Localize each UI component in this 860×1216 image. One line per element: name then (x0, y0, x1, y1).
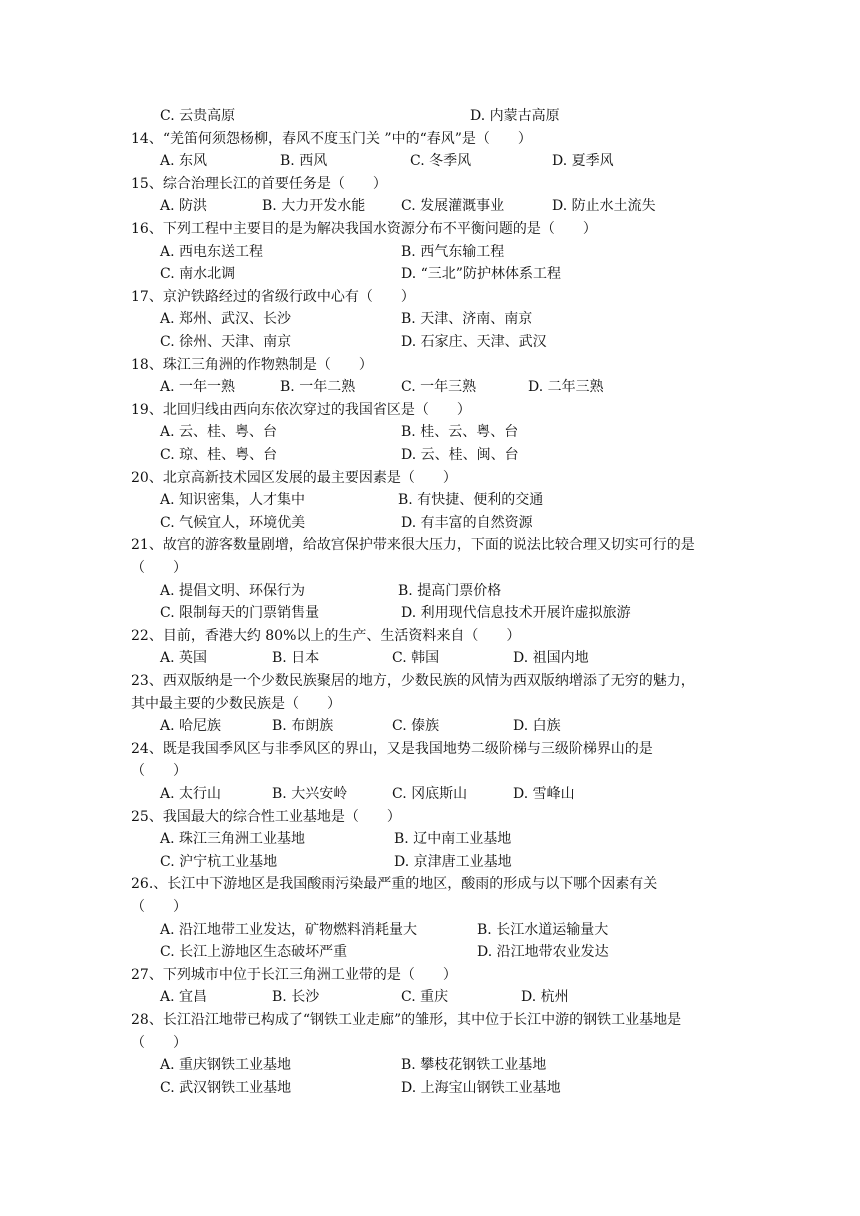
answer-option: D. 白族 (513, 718, 561, 735)
answer-option: B. 有快捷、便利的交通 (398, 492, 544, 509)
question-text: 20、北京高新技术园区发展的最主要因素是（ ） (131, 469, 457, 486)
answer-option: C. 琼、桂、粤、台 (160, 447, 278, 463)
question-line (0, 173, 860, 195)
answer-option: B. 一年二熟 (280, 379, 356, 396)
question-line (0, 128, 860, 150)
answer-option: A. 英国 (160, 650, 208, 667)
answer-option: C. 冬季风 (410, 153, 472, 170)
continuation-text: （ ） (131, 1034, 187, 1051)
answer-option: C. 发展灌溉事业 (401, 198, 505, 215)
answer-option: D. 祖国内地 (513, 650, 589, 667)
answer-option: A. 郑州、武汉、长沙 (160, 311, 292, 328)
answer-option: B. 桂、云、粤、台 (401, 424, 519, 441)
question-text: 22、目前，香港大约 80%以上的生产、生活资料来自（ ） (131, 627, 521, 644)
answer-option: B. 大兴安岭 (272, 786, 348, 802)
answer-option: A. 提倡文明、环保行为 (160, 582, 306, 599)
answer-option: A. 云、桂、粤、台 (160, 424, 278, 441)
question-text: 23、西双版纳是一个少数民族聚居的地方，少数民族的风情为西双版纳增添了无穷的魅力， (131, 673, 695, 689)
options-row (0, 919, 860, 941)
answer-option: C. 气候宜人，环境优美 (160, 514, 306, 531)
answer-option: D. 二年三熟 (528, 379, 604, 396)
question-text: 27、下列城市中位于长江三角洲工业带的是（ ） (131, 966, 457, 983)
answer-option: C. 一年三熟 (401, 379, 477, 396)
answer-option: B. 长沙 (272, 989, 320, 1006)
answer-option: B. 提高门票价格 (398, 582, 502, 599)
question-continuation (0, 693, 860, 715)
answer-option: D. “三北”防护林体系工程 (401, 266, 561, 283)
answer-option: C. 南水北调 (160, 266, 236, 283)
question-line (0, 964, 860, 986)
question-text: 18、珠江三角洲的作物熟制是（ ） (131, 356, 373, 373)
answer-option: D. 夏季风 (552, 153, 614, 170)
options-row (0, 263, 860, 285)
options-row (0, 986, 860, 1008)
options-row (0, 1077, 860, 1099)
answer-option: D. 沿江地带农业发达 (477, 944, 609, 961)
answer-option: D. 雪峰山 (513, 786, 575, 802)
answer-option: C. 沪宁杭工业基地 (160, 853, 278, 870)
options-row (0, 647, 860, 669)
question-line (0, 738, 860, 760)
options-row (0, 828, 860, 850)
answer-option: D. 上海宝山钢铁工业基地 (401, 1079, 561, 1096)
answer-option: C. 重庆 (401, 989, 449, 1006)
question-line (0, 286, 860, 308)
question-line (0, 1009, 860, 1031)
options-row (0, 195, 860, 217)
answer-option: A. 西电东送工程 (160, 243, 264, 260)
answer-option: A. 珠江三角洲工业基地 (160, 831, 306, 848)
answer-option: C. 限制每天的门票销售量 (160, 605, 320, 622)
question-text: 16、下列工程中主要目的是为解决我国水资源分布不平衡问题的是（ ） (131, 221, 597, 237)
question-line (0, 467, 860, 489)
answer-option: B. 日本 (272, 650, 320, 667)
answer-option: C. 傣族 (392, 718, 440, 735)
options-row (0, 331, 860, 353)
answer-option: B. 西风 (280, 153, 328, 170)
continuation-text: （ ） (131, 560, 187, 576)
options-row (0, 308, 860, 330)
answer-option: D. 石家庄、天津、武汉 (401, 334, 547, 350)
question-text: 28、长江沿江地带已构成了“钢铁工业走廊”的雏形，其中位于长江中游的钢铁工业基地是 (131, 1012, 682, 1028)
question-text: 25、我国最大的综合性工业基地是（ ） (131, 808, 401, 825)
answer-option: A. 知识密集，人才集中 (160, 492, 306, 509)
question-continuation (0, 760, 860, 782)
answer-option: D. 利用现代信息技术开展许虚拟旅游 (401, 605, 631, 622)
question-line (0, 670, 860, 692)
answer-option: D. 京津唐工业基地 (394, 853, 512, 870)
options-row (0, 241, 860, 263)
options-row (0, 444, 860, 466)
answer-option: C. 云贵高原 (160, 108, 236, 124)
options-row (0, 941, 860, 963)
answer-option: D. 杭州 (521, 989, 569, 1006)
options-row (0, 150, 860, 172)
question-line (0, 218, 860, 240)
answer-option: D. 云、桂、闽、台 (401, 447, 519, 463)
continuation-text: （ ） (131, 763, 187, 780)
answer-option: B. 天津、济南、南京 (401, 311, 533, 328)
answer-option: D. 防止水土流失 (552, 198, 656, 215)
question-text: 26.、长江中下游地区是我国酸雨污染最严重的地区，酸雨的形成与以下哪个因素有关 (131, 876, 658, 893)
options-row (0, 715, 860, 737)
options-row (0, 512, 860, 534)
question-text: 14、“羌笛何须怨杨柳，春风不度玉门关 ”中的“春风”是（ ） (131, 130, 532, 147)
options-row (0, 851, 860, 873)
answer-option: C. 韩国 (392, 650, 440, 667)
answer-option: C. 徐州、天津、南京 (160, 334, 292, 350)
options-row (0, 1054, 860, 1076)
answer-option: A. 哈尼族 (160, 718, 222, 735)
question-continuation (0, 896, 860, 918)
question-line (0, 399, 860, 421)
question-continuation (0, 557, 860, 579)
question-text: 19、北回归线由西向东依次穿过的我国省区是（ ） (131, 401, 471, 418)
options-row (0, 783, 860, 805)
options-row (0, 105, 860, 127)
answer-option: A. 沿江地带工业发达，矿物燃料消耗量大 (160, 921, 418, 938)
answer-option: C. 冈底斯山 (392, 786, 468, 802)
answer-option: B. 长江水道运输量大 (477, 921, 609, 938)
question-line (0, 873, 860, 895)
question-text: 24、既是我国季风区与非季风区的界山，又是我国地势二级阶梯与三级阶梯界山的是 (131, 740, 653, 757)
question-text: 17、京沪铁路经过的省级行政中心有（ ） (131, 288, 415, 305)
answer-option: A. 一年一熟 (160, 379, 236, 396)
options-row (0, 376, 860, 398)
answer-option: D. 内蒙古高原 (470, 108, 560, 124)
options-row (0, 602, 860, 624)
answer-option: D. 有丰富的自然资源 (401, 514, 533, 531)
answer-option: A. 东风 (160, 153, 208, 170)
answer-option: C. 长江上游地区生态破坏严重 (160, 944, 348, 961)
continuation-text: 其中最主要的少数民族是（ ） (131, 695, 341, 712)
answer-option: C. 武汉钢铁工业基地 (160, 1079, 292, 1096)
answer-option: B. 攀枝花钢铁工业基地 (401, 1057, 547, 1074)
answer-option: A. 防洪 (160, 198, 208, 215)
answer-option: B. 辽中南工业基地 (394, 831, 512, 848)
question-line (0, 354, 860, 376)
answer-option: B. 大力开发水能 (262, 198, 366, 215)
options-row (0, 489, 860, 511)
question-text: 15、综合治理长江的首要任务是（ ） (131, 175, 387, 192)
answer-option: A. 太行山 (160, 786, 222, 802)
answer-option: B. 布朗族 (272, 718, 334, 735)
answer-option: A. 宜昌 (160, 989, 208, 1006)
options-row (0, 421, 860, 443)
answer-option: A. 重庆钢铁工业基地 (160, 1057, 292, 1074)
question-line (0, 534, 860, 556)
continuation-text: （ ） (131, 899, 187, 915)
options-row (0, 580, 860, 602)
question-line (0, 625, 860, 647)
question-line (0, 806, 860, 828)
answer-option: B. 西气东输工程 (401, 243, 505, 260)
question-continuation (0, 1032, 860, 1054)
question-text: 21、故宫的游客数量剧增，给故宫保护带来很大压力，下面的说法比较合理又切实可行的是 (131, 537, 695, 554)
